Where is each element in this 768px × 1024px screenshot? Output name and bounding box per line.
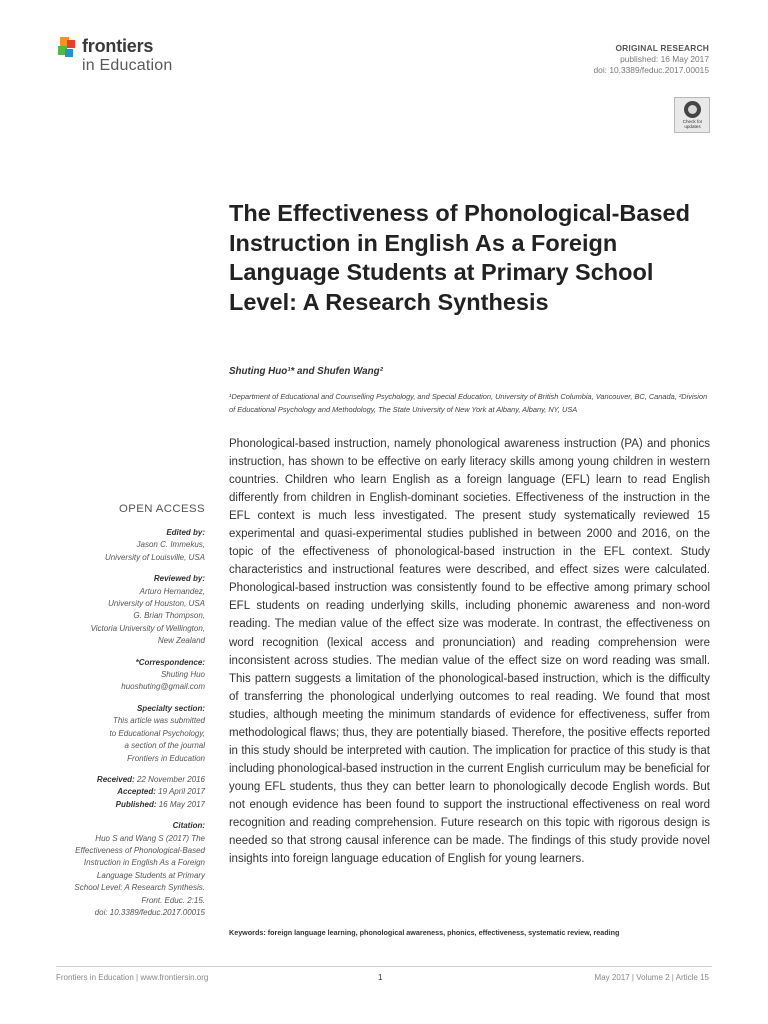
footer-issue-info: May 2017 | Volume 2 | Article 15 bbox=[594, 973, 709, 982]
frontiers-logo-icon bbox=[56, 36, 80, 60]
reviewer-line: Arturo Hernandez, bbox=[139, 586, 205, 596]
article-type: ORIGINAL RESEARCH bbox=[615, 43, 709, 53]
specialty-line: to Educational Psychology, bbox=[109, 728, 205, 738]
abstract-text: Phonological-based instruction, namely phonological awareness instruction (PA) and phonics instruction, has shown to be effective on early literacy skills among young children in western countries. Children who learn English as a foreign language (EFL) learn to read English differently from children in English-dominant societies. Effectiveness of the instruction in the EFL context is much less investigated. The present study systematically reviewed 15 experimental and quasi-experimental studies published in between 2000 and 2016, on the topic of the effectiveness of phonological-based instruction in the EFL context. Study characteristics and instructional features were described, and effect sizes were calculated. Phonological-based instruction was consistently found to be effective among primary school EFL students on reading underlying skills, including phonemic awareness and non-word reading. The median value of the effect size was moderate. In contrast, the effectiveness on word recognition (lexical access and pronunciation) and reading comprehension were inconsistent across studies. The median value of the effect size on word reading was small. This pattern suggests a limitation of the phonological-based instruction, which is the difficulty of transferring the phonological underlying outcomes to real reading. We found that most studies, although meeting the minimum standards of evidence for effectiveness, suffer from methodological flaws; thus, they are potentially biased. Therefore, the positive effects reported in this study should be interpreted with caution. The implication for practice of this study is that including phonological-based instruction in the current English curriculum may be beneficial for young EFL students, thus they can better learn to phonologically decode English words. But not enough evidence has been found to support the instructional effectiveness on real word recognition and reading comprehension. Future research on this topic with rigorous design is needed so that strong causal inference can be made. The findings of this study provide novel insights into foreign language education of English for young learners. bbox=[229, 438, 710, 866]
logo-text-frontiers: frontiers bbox=[82, 36, 154, 56]
specialty-section bbox=[52, 703, 205, 765]
citation-line: Front. Educ. 2:15. bbox=[141, 895, 205, 905]
specialty-label: Specialty section: bbox=[136, 703, 205, 713]
reviewer-line: G. Brian Thompson, bbox=[133, 611, 205, 621]
logo-text-journal: in Education bbox=[82, 57, 173, 74]
citation-line: School Level: A Research Synthesis. bbox=[74, 883, 205, 893]
corresponding-author: Shuting Huo bbox=[160, 670, 205, 680]
correspondence-label: *Correspondence: bbox=[135, 657, 205, 667]
citation-line: Huo S and Wang S (2017) The bbox=[95, 833, 205, 843]
check-for-updates-badge[interactable] bbox=[674, 97, 710, 133]
edited-by-label: Edited by: bbox=[166, 528, 205, 537]
journal-logo bbox=[56, 34, 196, 80]
reviewer-line: New Zealand bbox=[157, 636, 205, 646]
reviewed-by-section bbox=[52, 573, 205, 647]
footer-journal-link[interactable]: Frontiers in Education | www.frontiersin.org bbox=[56, 973, 209, 982]
check-updates-icon bbox=[684, 101, 701, 118]
specialty-line: Frontiers in Education bbox=[127, 753, 205, 763]
published-date: published: 16 May 2017 bbox=[620, 54, 709, 64]
reviewed-by-label: Reviewed by: bbox=[153, 574, 205, 584]
footer-divider bbox=[56, 966, 712, 967]
article-meta bbox=[594, 43, 710, 76]
doi-link[interactable]: doi: 10.3389/feduc.2017.00015 bbox=[593, 65, 709, 75]
open-access-label: OPEN ACCESS bbox=[118, 503, 205, 515]
reviewer-line: Victoria University of Wellington, bbox=[90, 623, 205, 633]
check-updates-label: Check for updates bbox=[682, 119, 703, 130]
editor-affiliation: University of Louisville, USA bbox=[104, 552, 205, 562]
citation-label: Citation: bbox=[172, 821, 205, 831]
article-info-sidebar bbox=[52, 503, 205, 928]
published-date-sidebar: Published: 16 May 2017 bbox=[115, 799, 205, 809]
page-number: 1 bbox=[378, 973, 383, 982]
accepted-date: Accepted: 19 April 2017 bbox=[117, 787, 205, 797]
keywords: Keywords: foreign language learning, phonological awareness, phonics, effectiveness, systematic review, reading bbox=[229, 928, 620, 937]
citation-line: Effectiveness of Phonological-Based bbox=[75, 845, 205, 855]
citation-doi[interactable]: doi: 10.3389/feduc.2017.00015 bbox=[94, 907, 205, 917]
specialty-line: This article was submitted bbox=[112, 716, 205, 726]
dates-section bbox=[52, 774, 205, 811]
citation-section bbox=[52, 820, 205, 919]
author-affiliations: ¹Department of Educational and Counselling Psychology, and Special Education, University of British Columbia, Vancouver, BC, Canada, ²Division of Educational Psychology and Methodology, The State University of New York at Albany, Albany, NY, USA bbox=[229, 392, 708, 414]
correspondence-section bbox=[52, 657, 205, 694]
specialty-line: a section of the journal bbox=[124, 741, 205, 751]
edited-by-section bbox=[52, 527, 205, 564]
reviewer-line: University of Houston, USA bbox=[108, 599, 205, 609]
correspondence-email[interactable]: huoshuting@gmail.com bbox=[121, 682, 205, 692]
received-date: Received: 22 November 2016 bbox=[96, 774, 205, 784]
article-title: The Effectiveness of Phonological-Based Instruction in English As a Foreign Language Students at Primary School Level: A Research Synthesis bbox=[229, 200, 690, 315]
editor-name: Jason C. Immekus, bbox=[136, 540, 205, 550]
citation-line: Instruction in English As a Foreign bbox=[83, 858, 205, 868]
author-list: Shuting Huo¹* and Shufen Wang² bbox=[229, 366, 383, 377]
citation-line: Language Students at Primary bbox=[96, 870, 205, 880]
